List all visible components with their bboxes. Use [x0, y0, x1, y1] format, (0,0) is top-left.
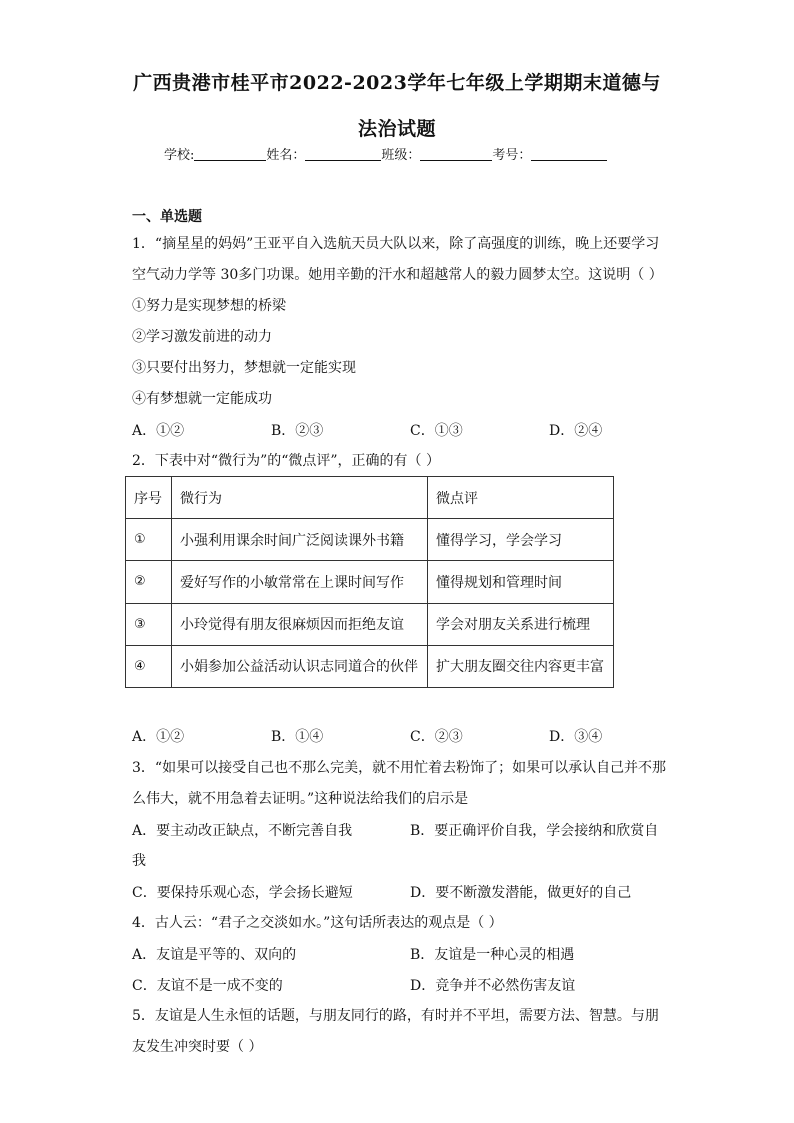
q3-option-c[interactable]: C．要保持乐观心态，学会扬长避短 — [132, 885, 353, 901]
number-label: 考号： — [492, 148, 532, 163]
q1-options — [132, 420, 692, 440]
table-header-cell: 序号 — [126, 477, 172, 519]
table-cell-index: ④ — [126, 645, 172, 687]
q3-option-b-wrap: 我 — [132, 853, 146, 869]
table-cell-comment: 懂得学习，学会学习 — [428, 519, 614, 561]
q4-options-row2 — [132, 975, 692, 995]
q1-option-c[interactable]: C．①③ — [410, 423, 463, 439]
class-label: 班级： — [381, 148, 421, 163]
number-blank[interactable] — [531, 146, 607, 161]
q4-stem: 4．古人云：“君子之交淡如水。”这句话所表达的观点是（ ） — [132, 915, 503, 931]
table-row — [126, 645, 614, 687]
q1-option-b[interactable]: B．②③ — [271, 423, 324, 439]
name-blank[interactable] — [305, 146, 381, 161]
table-cell-index: ① — [126, 519, 172, 561]
q2-option-c[interactable]: C．②③ — [410, 729, 463, 745]
q1-statement-1: ①努力是实现梦想的桥梁 — [132, 298, 286, 314]
q3-option-d[interactable]: D．要不断激发潜能，做更好的自己 — [410, 885, 632, 901]
table-cell-comment: 扩大朋友圈交往内容更丰富 — [428, 645, 614, 687]
section-heading: 一、单选题 — [132, 209, 202, 225]
q1-statement-4: ④有梦想就一定能成功 — [132, 391, 272, 407]
table-row — [126, 519, 614, 561]
student-info-row — [164, 144, 607, 163]
table-row — [126, 603, 614, 645]
table-cell-index: ③ — [126, 603, 172, 645]
q4-option-a[interactable]: A．友谊是平等的、双向的 — [132, 947, 297, 963]
q2-option-b[interactable]: B．①④ — [271, 729, 324, 745]
exam-title-line2: 法治试题 — [357, 118, 436, 140]
q3-options-row1 — [132, 820, 692, 840]
q3-option-a[interactable]: A．要主动改正缺点，不断完善自我 — [132, 823, 353, 839]
table-header-row — [126, 477, 614, 519]
q4-option-b[interactable]: B．友谊是一种心灵的相遇 — [410, 947, 575, 963]
table-cell-behavior: 爱好写作的小敏常常在上课时间写作 — [172, 561, 428, 603]
q1-stem-line1: 1．“摘星星的妈妈”王亚平自入选航天员大队以来，除了高强度的训练，晚上还要学习 — [132, 236, 660, 252]
table-cell-index: ② — [126, 561, 172, 603]
q1-statement-3: ③只要付出努力，梦想就一定能实现 — [132, 360, 356, 376]
table-cell-behavior: 小娟参加公益活动认识志同道合的伙伴 — [172, 645, 428, 687]
table-header-cell: 微点评 — [428, 477, 614, 519]
q2-stem: 2．下表中对“微行为”的“微点评”，正确的有（ ） — [132, 453, 440, 469]
q2-option-a[interactable]: A．①② — [132, 729, 185, 745]
table-row — [126, 561, 614, 603]
q3-stem-line1: 3．“如果可以接受自己也不那么完美，就不用忙着去粉饰了；如果可以承认自己并不那 — [132, 760, 667, 776]
q2-option-d[interactable]: D．③④ — [549, 729, 603, 745]
q3-stem-line2: 么伟大，就不用急着去证明。”这种说法给我们的启示是 — [132, 791, 469, 807]
q1-option-d[interactable]: D．②④ — [549, 423, 603, 439]
class-blank[interactable] — [420, 146, 492, 161]
q4-options-row1 — [132, 944, 692, 964]
school-label: 学校: — [164, 148, 195, 163]
q5-stem-line2: 友发生冲突时要（ ） — [132, 1039, 263, 1055]
table-header-cell: 微行为 — [172, 477, 428, 519]
exam-title-line1: 广西贵港市桂平市2022-2023学年七年级上学期期末道德与 — [133, 72, 661, 94]
q3-option-b[interactable]: B．要正确评价自我，学会接纳和欣赏自 — [410, 823, 659, 839]
q4-option-d[interactable]: D．竞争并不必然伤害友谊 — [410, 978, 576, 994]
q1-option-a[interactable]: A．①② — [132, 423, 185, 439]
q5-stem-line1: 5．友谊是人生永恒的话题，与朋友同行的路，有时并不平坦，需要方法、智慧。与朋 — [132, 1008, 659, 1024]
table-cell-comment: 学会对朋友关系进行梳理 — [428, 603, 614, 645]
school-blank[interactable] — [194, 146, 266, 161]
table-cell-behavior: 小玲觉得有朋友很麻烦因而拒绝友谊 — [172, 603, 428, 645]
q4-option-c[interactable]: C．友谊不是一成不变的 — [132, 978, 283, 994]
q1-stem-line2: 空气动力学等 30多门功课。她用辛勤的汗水和超越常人的毅力圆梦太空。这说明（ ） — [132, 267, 663, 283]
q3-options-row2 — [132, 882, 692, 902]
table-cell-behavior: 小强利用课余时间广泛阅读课外书籍 — [172, 519, 428, 561]
q1-statement-2: ②学习激发前进的动力 — [132, 329, 272, 345]
table-cell-comment: 懂得规划和管理时间 — [428, 561, 614, 603]
q2-options — [132, 726, 692, 746]
name-label: 姓名： — [266, 148, 306, 163]
q2-table — [125, 476, 614, 688]
